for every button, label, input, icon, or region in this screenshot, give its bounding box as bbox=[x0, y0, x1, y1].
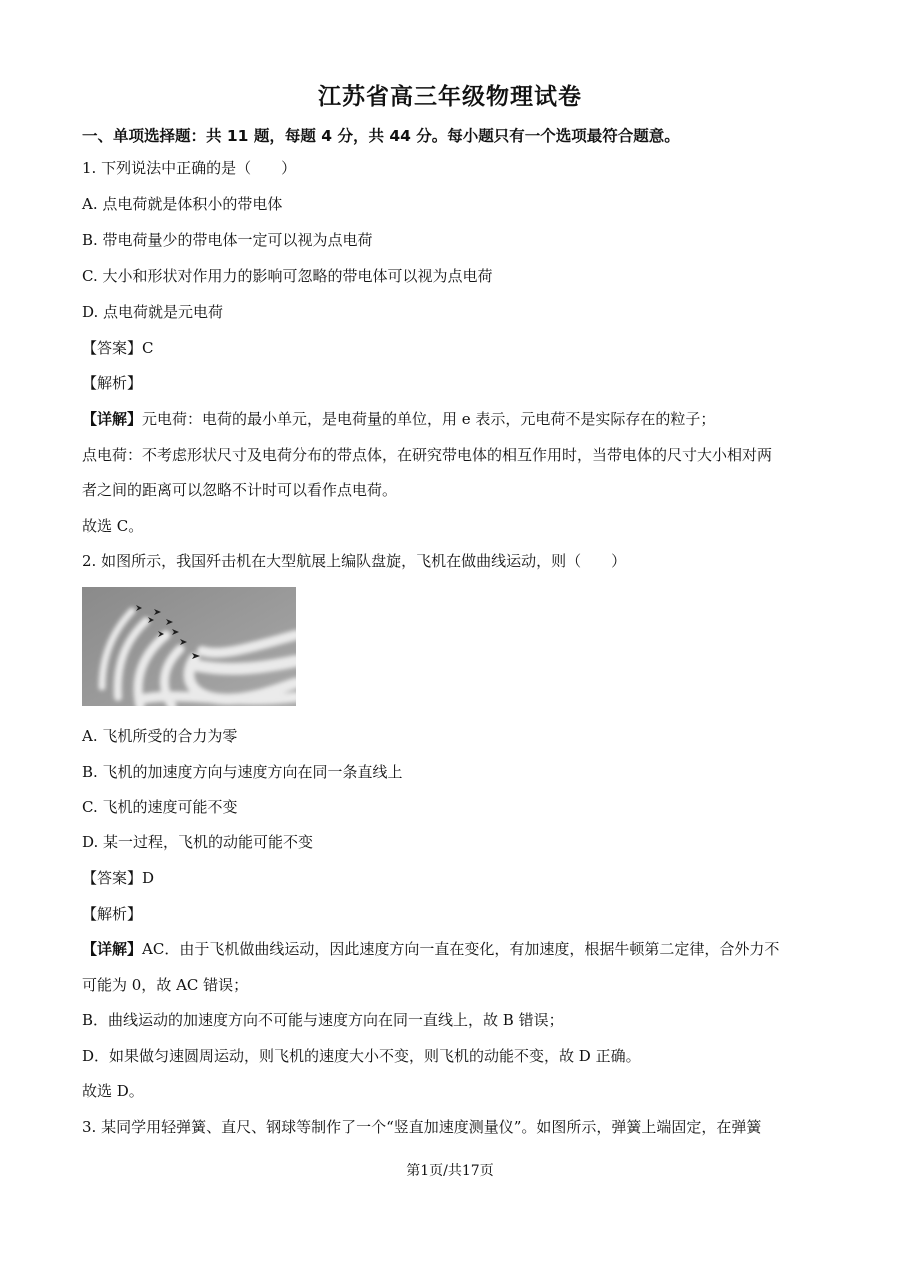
question-2-detail-1b: 可能为 0，故 AC 错误； bbox=[82, 976, 249, 994]
question-2-option-d: D. 某一过程，飞机的动能可能不变 bbox=[82, 833, 314, 851]
question-2-detail-1a-text: AC．由于飞机做曲线运动，因此速度方向一直在变化，有加速度，根据牛顿第二定律，合外力不 bbox=[142, 940, 780, 958]
question-2-conclusion: 故选 D。 bbox=[82, 1082, 144, 1100]
question-2-option-a: A. 飞机所受的合力为零 bbox=[82, 727, 238, 745]
question-1-answer: 【答案】C bbox=[82, 339, 154, 357]
question-1-detail-1-text: 元电荷：电荷的最小单元，是电荷量的单位，用 e 表示，元电荷不是实际存在的粒子； bbox=[142, 410, 716, 428]
question-1-detail-1 bbox=[82, 409, 822, 429]
question-1-analysis-label: 【解析】 bbox=[82, 374, 143, 392]
question-2-detail-label: 【详解】 bbox=[82, 940, 143, 958]
question-1-conclusion: 故选 C。 bbox=[82, 517, 144, 535]
question-1-detail-2a: 点电荷：不考虑形状尺寸及电荷分布的带点体，在研究带电体的相互作用时，当带电体的尺寸大小相对两 bbox=[82, 446, 773, 464]
question-3-stem: 3. 某同学用轻弹簧、直尺、钢球等制作了一个“竖直加速度测量仪”。如图所示，弹簧上端固定，在弹簧 bbox=[82, 1118, 762, 1136]
page-title: 江苏省高三年级物理试卷 bbox=[318, 84, 582, 110]
question-1-option-c: C. 大小和形状对作用力的影响可忽略的带电体可以视为点电荷 bbox=[82, 267, 493, 285]
jet-formation-photo bbox=[82, 587, 296, 706]
question-1-stem: 1. 下列说法中正确的是（ ） bbox=[82, 159, 297, 177]
question-1-option-a: A. 点电荷就是体积小的带电体 bbox=[82, 195, 283, 213]
question-2-detail-3: D．如果做匀速圆周运动，则飞机的速度大小不变，则飞机的动能不变，故 D 正确。 bbox=[82, 1047, 641, 1065]
question-2-detail-1a bbox=[82, 939, 822, 959]
question-1-detail-label: 【详解】 bbox=[82, 410, 143, 428]
question-2-option-b: B. 飞机的加速度方向与速度方向在同一条直线上 bbox=[82, 763, 403, 781]
question-2-answer: 【答案】D bbox=[82, 869, 155, 887]
question-2-analysis-label: 【解析】 bbox=[82, 905, 143, 923]
question-1-detail-2b: 者之间的距离可以忽略不计时可以看作点电荷。 bbox=[82, 481, 398, 499]
question-1-option-b: B. 带电荷量少的带电体一定可以视为点电荷 bbox=[82, 231, 373, 249]
question-2-stem: 2. 如图所示，我国歼击机在大型航展上编队盘旋，飞机在做曲线运动，则（ ） bbox=[82, 552, 627, 570]
question-1-option-d: D. 点电荷就是元电荷 bbox=[82, 303, 224, 321]
question-2-detail-2: B．曲线运动的加速度方向不可能与速度方向在同一直线上，故 B 错误； bbox=[82, 1011, 564, 1029]
question-2-option-c: C. 飞机的速度可能不变 bbox=[82, 798, 238, 816]
page-footer: 第1页/共17页 bbox=[406, 1163, 494, 1179]
section-heading: 一、单项选择题：共 11 题，每题 4 分，共 44 分。每小题只有一个选项最符合题意。 bbox=[82, 127, 680, 145]
